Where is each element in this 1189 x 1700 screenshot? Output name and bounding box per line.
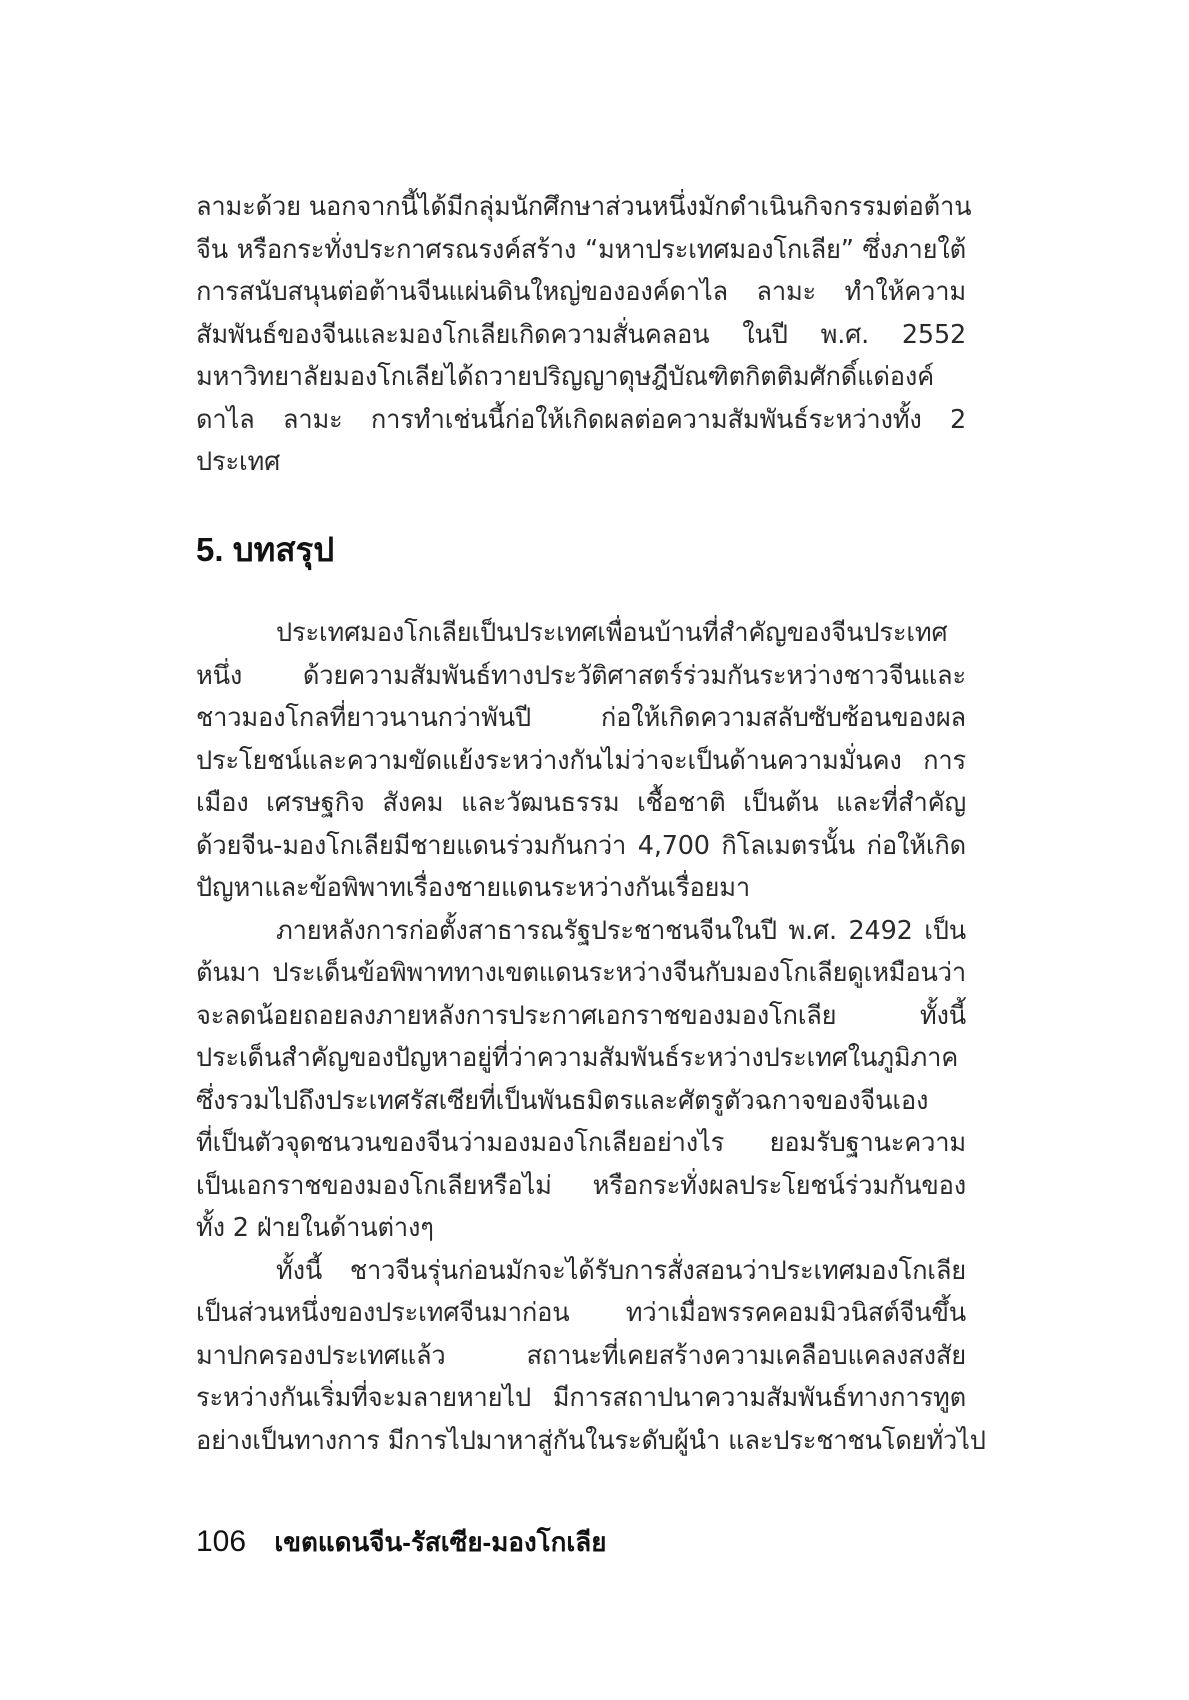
paragraph-line: มหาวิทยาลัยมองโกเลียได้ถวายปริญญาดุษฎีบัณฑิตกิตติมศักดิ์แด่องค์: [196, 362, 934, 392]
page-footer: [196, 1524, 606, 1561]
paragraph-line: มาปกครองประเทศแล้ว สถานะที่เคยสร้างความเคลือบแคลงสงสัย: [196, 1340, 966, 1371]
paragraph-line: ที่เป็นตัวจุดชนวนของจีนว่ามองมองโกเลียอย่างไร ยอมรับฐานะความ: [196, 1128, 966, 1158]
paragraph-line: ดาไล ลามะ การทำเช่นนี้ก่อให้เกิดผลต่อความสัมพันธ์ระหว่างทั้ง 2: [196, 404, 966, 435]
page-number: 106: [196, 1525, 247, 1558]
paragraph-line: จะลดน้อยถอยลงภายหลังการประกาศเอกราชของมองโกเลีย ทั้งนี้: [196, 1000, 966, 1031]
paragraph-line: ด้วยจีน-มองโกเลียมีชายแดนร่วมกันกว่า 4,700 กิโลเมตรนั้น ก่อให้เกิด: [196, 830, 966, 861]
paragraph-line: เมือง เศรษฐกิจ สังคม และวัฒนธรรม เชื้อชาติ เป็นต้น และที่สำคัญ: [196, 788, 966, 818]
continuation-paragraph: [196, 186, 972, 484]
paragraph-line: การสนับสนุนต่อต้านจีนแผ่นดินใหญ่ขององค์ดาไล ลามะ ทำให้ความ: [196, 277, 966, 307]
paragraph-line: ทั้ง 2 ฝ่ายในด้านต่างๆ: [196, 1213, 434, 1243]
paragraph-line: ลามะด้วย นอกจากนี้ได้มีกลุ่มนักศึกษาส่วนหนึ่งมักดำเนินกิจกรรมต่อต้าน: [196, 192, 972, 222]
paragraph-line: อย่างเป็นทางการ มีการไปมาหาสู่กันในระดับผู้นำ และประชาชนโดยทั่วไป: [196, 1425, 986, 1456]
paragraph-line: ภายหลังการก่อตั้งสาธารณรัฐประชาชนจีนในปี พ.ศ. 2492 เป็น: [276, 915, 966, 946]
paragraph-line: ชาวมองโกลที่ยาวนานกว่าพันปี ก่อให้เกิดความสลับซับซ้อนของผล: [196, 703, 966, 733]
paragraph-line: ทั้งนี้ ชาวจีนรุ่นก่อนมักจะได้รับการสั่งสอนว่าประเทศมองโกเลีย: [276, 1255, 966, 1286]
paragraph-line: ประเทศ: [196, 447, 281, 477]
section-heading: 5. บทสรุป: [196, 531, 335, 568]
paragraph-line: หนึ่ง ด้วยความสัมพันธ์ทางประวัติศาสตร์ร่วมกันระหว่างชาวจีนและ: [196, 660, 966, 691]
paragraph-line: ประเด็นสำคัญของปัญหาอยู่ที่ว่าความสัมพันธ์ระหว่างประเทศในภูมิภาค: [196, 1043, 959, 1073]
paragraph-2: [196, 910, 966, 1250]
paragraph-line: ซึ่งรวมไปถึงประเทศรัสเซียที่เป็นพันธมิตรและศัตรูตัวฉกาจของจีนเอง: [196, 1085, 929, 1116]
paragraph-line: จีน หรือกระทั่งประกาศรณรงค์สร้าง “มหาประเทศมองโกเลีย” ซึ่งภายใต้: [196, 234, 966, 265]
running-title: เขตแดนจีน-รัสเซีย-มองโกเลีย: [274, 1527, 607, 1557]
paragraph-line: เป็นส่วนหนึ่งของประเทศจีนมาก่อน ทว่าเมื่อพรรคคอมมิวนิสต์จีนขึ้น: [196, 1298, 966, 1328]
paragraph-line: ต้นมา ประเด็นข้อพิพาททางเขตแดนระหว่างจีนกับมองโกเลียดูเหมือนว่า: [196, 958, 966, 988]
paragraph-line: ประโยชน์และความขัดแย้งระหว่างกันไม่ว่าจะเป็นด้านความมั่นคง การ: [196, 745, 966, 776]
paragraph-line: เป็นเอกราชของมองโกเลียหรือไม่ หรือกระทั่งผลประโยชน์ร่วมกันของ: [196, 1170, 966, 1201]
paragraph-line: ปัญหาและข้อพิพาทเรื่องชายแดนระหว่างกันเรื่อยมา: [196, 873, 751, 903]
paragraph-line: ระหว่างกันเริ่มที่จะมลายหายไป มีการสถาปนาความสัมพันธ์ทางการทูต: [196, 1383, 966, 1413]
paragraph-line: สัมพันธ์ของจีนและมองโกเลียเกิดความสั่นคลอน ในปี พ.ศ. 2552: [196, 319, 966, 350]
paragraph-3: [196, 1250, 986, 1463]
paragraph-1: [196, 612, 966, 910]
paragraph-line: ประเทศมองโกเลียเป็นประเทศเพื่อนบ้านที่สำคัญของจีนประเทศ: [276, 618, 948, 648]
section-body: [196, 612, 986, 1462]
